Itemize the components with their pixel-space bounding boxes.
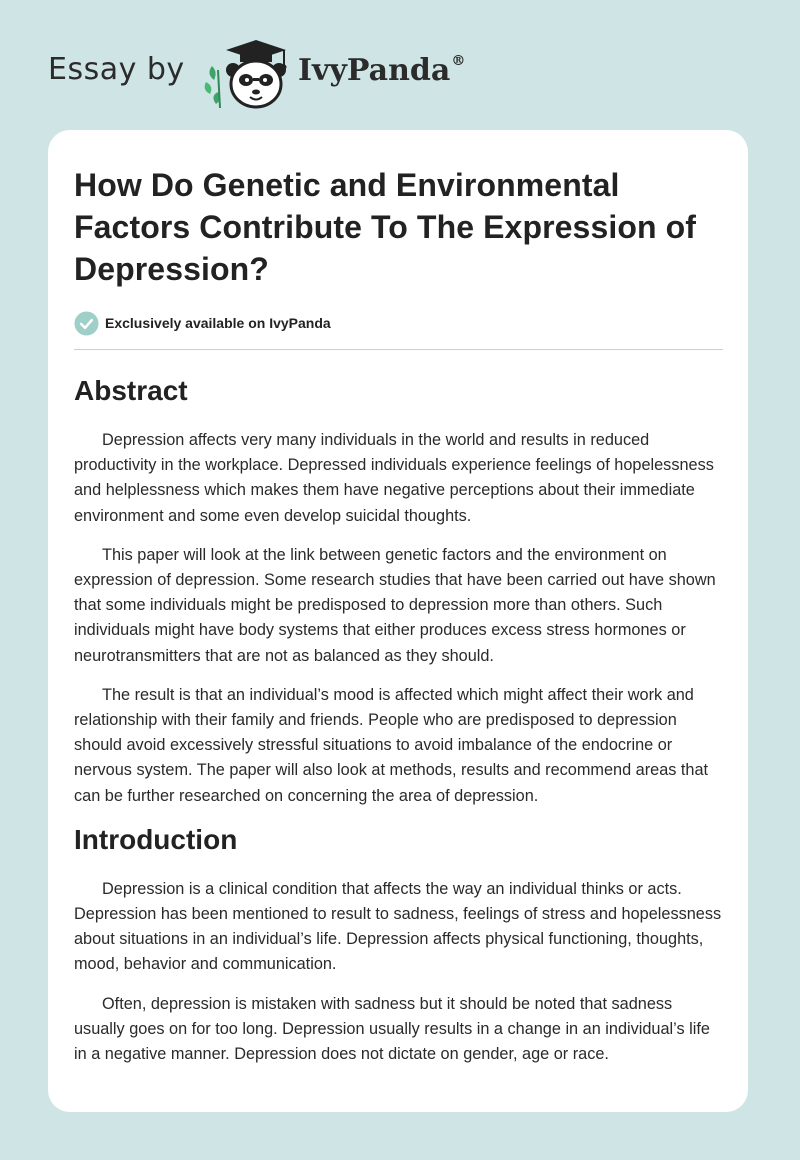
- essay-by-label: Essay by: [48, 52, 185, 87]
- ivy-leaf-icon: [205, 66, 220, 108]
- brand-name[interactable]: [298, 53, 465, 88]
- paragraph: Often, depression is mistaken with sadness but it should be noted that sadness usually goes on for too long. Depression usually results in a change in an individual’s life in a negative manner. Depression does not dictate on gender, age or race.: [74, 994, 710, 1064]
- paragraph: Depression affects very many individuals in the world and results in reduced productivity in the workplace. Depressed individuals experience feelings of hopelessness and helplessness which makes them have negative perceptions about their immediate environment and some even develop suicidal thoughts.: [74, 431, 714, 525]
- check-badge-icon: [74, 311, 99, 336]
- registered-mark: ®: [451, 53, 466, 69]
- exclusive-badge: [74, 310, 722, 336]
- page-title: How Do Genetic and Environmental Factors Contribute To The Expression of Depression?: [74, 167, 697, 287]
- section-body-introduction: [74, 877, 722, 1067]
- section-heading-abstract: Abstract: [74, 375, 188, 406]
- section-heading-introduction: Introduction: [74, 823, 238, 855]
- exclusive-label: Exclusively available on IvyPanda: [105, 315, 331, 331]
- essay-card: [48, 130, 748, 1112]
- panda-graduate-logo-icon[interactable]: [200, 36, 292, 112]
- section-body-abstract: [74, 428, 722, 809]
- divider: [74, 349, 723, 350]
- paragraph: Depression is a clinical condition that affects the way an individual thinks or acts. Depression has been mentioned to result to sadness, feelings of stress and hopelessness about situations in an individual’s life. Depression affects physical functioning, thoughts, mood, behavior and communication.: [74, 879, 722, 974]
- paragraph: This paper will look at the link between genetic factors and the environment on expression of depression. Some research studies that have been carried out have shown that some individuals might be predisposed to depression more than others. Such individuals might have body systems that either produces excess stress hormones or neurotransmitters that are not as balanced as they should.: [74, 545, 716, 665]
- brand-label: IvyPanda: [298, 53, 451, 88]
- site-header: [48, 36, 528, 112]
- paragraph: The result is that an individual’s mood is affected which might affect their work and relationship with their family and friends. People who are predisposed to depression should avoid excessively stressful situations to avoid imbalance of the endocrine or nervous system. The paper will also look at methods, results and recommend areas that can be further researched on concerning the area of depression.: [74, 685, 709, 805]
